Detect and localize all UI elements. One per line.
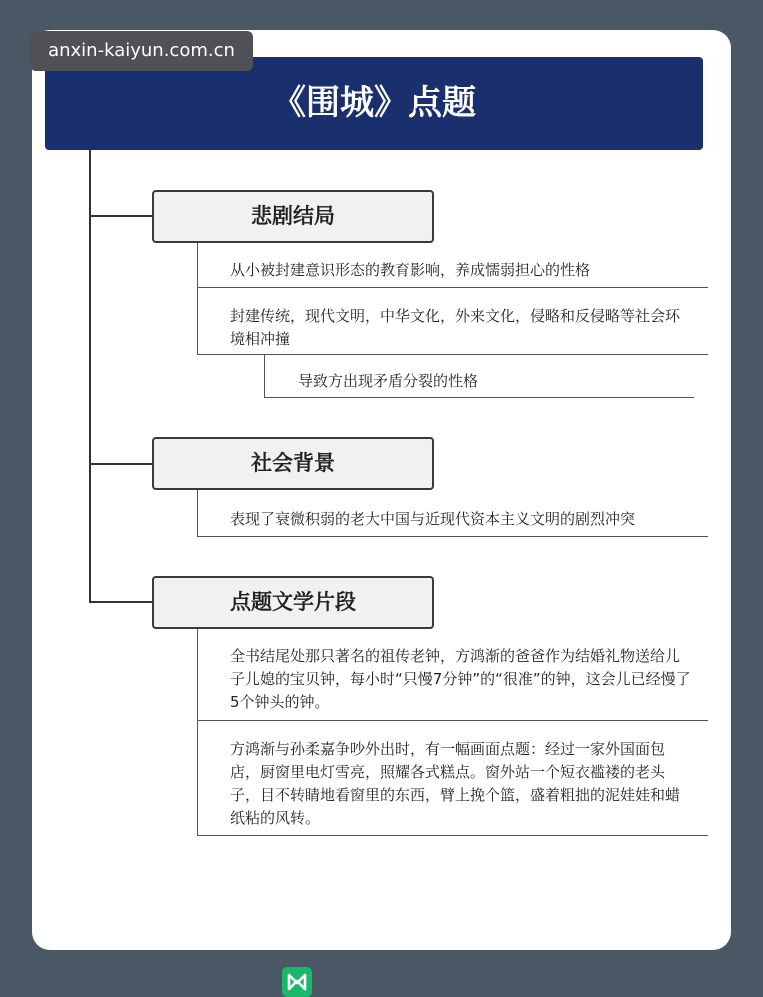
tree-spine (89, 150, 91, 603)
branch-connector-2 (91, 463, 153, 465)
branch-node-literary-passages: 点题文学片段 (152, 576, 434, 629)
branch-3-leaf-2-underline (197, 835, 708, 836)
branch-3-leaf-line (197, 629, 198, 835)
watermark-label: anxin-kaiyun.com.cn (30, 31, 253, 71)
branch-1-leaf-2: 封建传统，现代文明，中华文化，外来文化，侵略和反侵略等社会环境相冲撞 (230, 307, 681, 348)
branch-node-social-background: 社会背景 (152, 437, 434, 490)
branch-1-leaf-line (197, 243, 198, 354)
branch-connector-3 (91, 601, 153, 603)
branch-2-leaf-1: 表现了衰微积弱的老大中国与近现代资本主义文明的剧烈冲突 (230, 510, 636, 528)
branch-connector-1 (91, 215, 153, 217)
branch-1-leaf-1: 从小被封建意识形态的教育影响，养成懦弱担心的性格 (230, 261, 591, 279)
branch-node-tragic-ending: 悲剧结局 (152, 190, 434, 243)
branch-1-sub-leaf-underline (264, 397, 694, 398)
branch-1-leaf-2-underline (197, 354, 708, 355)
sub-leaf-line (264, 354, 265, 397)
branch-3-leaf-1: 全书结尾处那只著名的祖传老钟，方鸿渐的爸爸作为结婚礼物送给儿子儿媳的宝贝钟，每小时“只慢7分钟”的“很准”的钟，这会儿已经慢了5个钟头的钟。 (230, 647, 691, 711)
mindmaster-logo-icon (282, 967, 312, 997)
branch-3-leaf-2: 方鸿渐与孙柔嘉争吵外出时，有一幅画面点题：经过一家外国面包店，厨窗里电灯雪亮，照耀各式糕点。窗外站一个短衣褴褛的老头子，目不转睛地看窗里的东西，臂上挽个篮，盛着粗拙的泥娃娃和蜡纸粘的风转。 (230, 740, 681, 827)
page-title: 《围城》点题 (45, 57, 703, 150)
branch-2-leaf-line (197, 490, 198, 536)
branch-1-leaf-1-underline (197, 287, 708, 288)
branch-1-sub-leaf: 导致方出现矛盾分裂的性格 (298, 372, 479, 390)
branch-3-leaf-1-underline (197, 720, 708, 721)
branch-2-leaf-1-underline (197, 536, 708, 537)
